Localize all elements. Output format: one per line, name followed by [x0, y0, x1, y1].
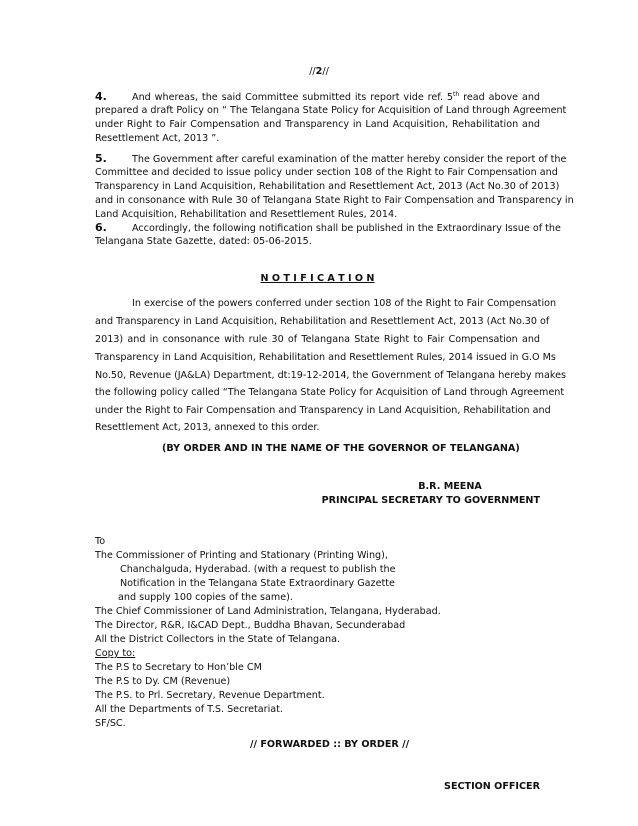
- para6-line2: Telangana State Gazette, dated: 05-06-2015.: [95, 236, 312, 247]
- para6-line1: 6. Accordingly, the following notification shall be published in the Extraordinary Issue of the: [95, 221, 561, 234]
- signatory-title: PRINCIPAL SECRETARY TO GOVERNMENT: [321, 495, 540, 506]
- distribution-line: Notification in the Telangana State Extraordinary Gazette: [120, 578, 395, 589]
- para5-line4: and in consonance with Rule 30 of Telangana State Right to Fair Compensation and Transparency in: [95, 195, 574, 206]
- copy-line: The P.S to Dy. CM (Revenue): [95, 676, 231, 687]
- notification-line8: Resettlement Act, 2013, annexed to this order.: [95, 422, 320, 433]
- notification-line2: and Transparency in Land Acquisition, Rehabilitation and Resettlement Act, 2013 (Act No.30 of: [95, 316, 550, 327]
- distribution-line: All the District Collectors in the State of Telangana.: [95, 634, 341, 645]
- notification-line5: No.50, Revenue (JA&LA) Department, dt:19-12-2014, the Government of Telangana hereby makes: [95, 370, 567, 381]
- para4-line4: Resettlement Act, 2013 ”.: [95, 133, 220, 144]
- para5-number: 5.: [95, 152, 107, 165]
- para4-number: 4.: [95, 90, 107, 103]
- notification-line6: the following policy called “The Telangana State Policy for Acquisition of Land through Agreement: [95, 387, 565, 398]
- para5-line2: Committee and decided to issue policy under section 108 of the Right to Fair Compensation and: [95, 167, 558, 178]
- signatory-name: B.R. MEENA: [418, 481, 482, 492]
- copy-to-label: Copy to:: [95, 648, 136, 659]
- page-number-header: //2//: [309, 66, 329, 77]
- distribution-line: and supply 100 copies of the same).: [118, 592, 293, 603]
- para4-line3: under Right to Fair Compensation and Transparency in Land Acquisition, Rehabilitation and: [95, 119, 540, 130]
- notification-line7: under the Right to Fair Compensation and Transparency in Land Acquisition, Rehabilitation and: [95, 405, 551, 416]
- para5-line1: 5. The Government after careful examination of the matter hereby consider the report of the: [95, 152, 567, 165]
- order-line: (BY ORDER AND IN THE NAME OF THE GOVERNOR OF TELANGANA): [162, 443, 520, 454]
- notification-line3: 2013) and in consonance with rule 30 of Telangana State Right to Fair Compensation and: [95, 334, 540, 345]
- forwarded-line: // FORWARDED :: BY ORDER //: [250, 739, 410, 750]
- para6-number: 6.: [95, 221, 107, 234]
- notification-title: N O T I F I C A T I O N: [260, 273, 375, 284]
- para5-line5: Land Acquisition, Rehabilitation and Resettlement Rules, 2014.: [95, 209, 398, 220]
- copy-line: All the Departments of T.S. Secretariat.: [95, 704, 283, 715]
- notification-line1: In exercise of the powers conferred under section 108 of the Right to Fair Compensation: [132, 298, 557, 309]
- para5-line3: Transparency in Land Acquisition, Rehabilitation and Resettlement Act, 2013 (Act No.30 of 2013): [95, 181, 560, 192]
- para4-line2: prepared a draft Policy on “ The Telangana State Policy for Acquisition of Land through Agreement: [95, 105, 567, 116]
- distribution-line: Chanchalguda, Hyderabad. (with a request to publish the: [120, 564, 396, 575]
- distribution-line: The Commissioner of Printing and Stationary (Printing Wing),: [95, 550, 388, 561]
- distribution-line: The Chief Commissioner of Land Administration, Telangana, Hyderabad.: [95, 606, 441, 617]
- to-label: To: [95, 536, 106, 547]
- distribution-line: The Director, R&R, I&CAD Dept., Buddha Bhavan, Secunderabad: [95, 620, 406, 631]
- para4-line1: 4. And whereas, the said Committee submitted its report vide ref. 5th read above and: [95, 90, 540, 103]
- notification-line4: Transparency in Land Acquisition, Rehabilitation and Resettlement Rules, 2014 issued in G.O Ms: [95, 352, 556, 363]
- copy-line: The P.S to Secretary to Hon’ble CM: [95, 662, 262, 673]
- section-officer: SECTION OFFICER: [444, 781, 540, 792]
- copy-line: SF/SC.: [95, 718, 126, 729]
- copy-line: The P.S. to Prl. Secretary, Revenue Department.: [95, 690, 325, 701]
